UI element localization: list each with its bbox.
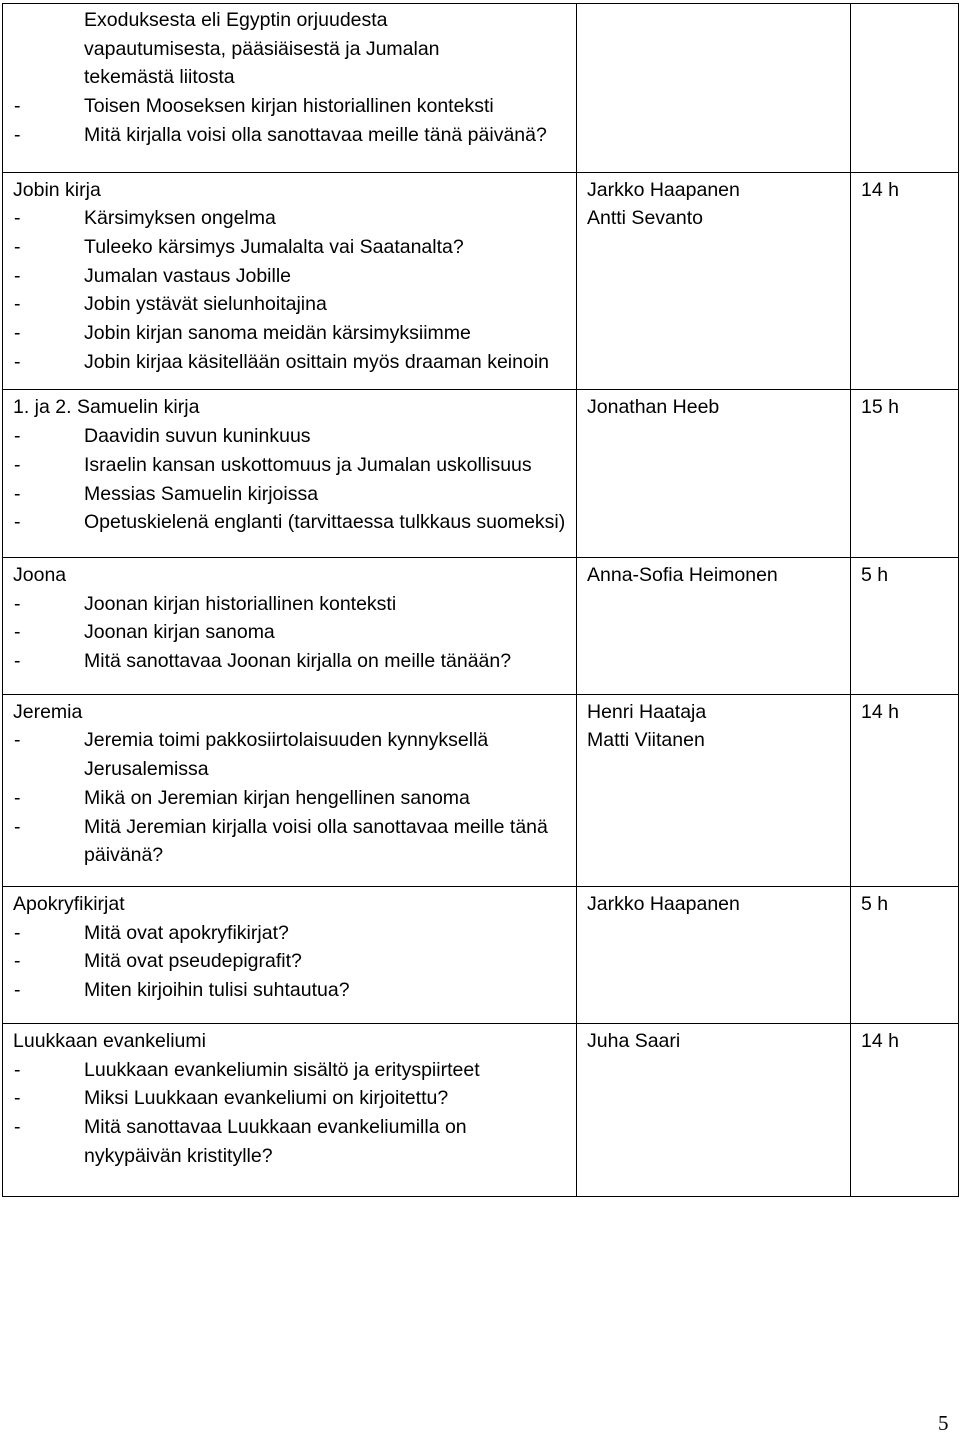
list-item: - Miten kirjoihin tulisi suhtautua? [13, 976, 568, 1005]
course-teachers [577, 390, 851, 558]
course-title: Jobin kirja [13, 178, 101, 201]
course-row-luke [3, 1023, 959, 1197]
course-topic [3, 886, 577, 1023]
course-topic [3, 1023, 577, 1197]
course-title-line: Exoduksesta eli Egyptin orjuudesta [84, 9, 388, 31]
course-hours: 14 h [851, 172, 959, 390]
list-item: - Kärsimyksen ongelma [13, 204, 568, 233]
course-title: Apokryfikirjat [13, 892, 125, 915]
teacher-name: Jarkko Haapanen [587, 892, 740, 915]
list-item: - Mitä kirjalla voisi olla sanottavaa meille tänä päivänä? [13, 121, 568, 150]
list-item: - Opetuskielenä englanti (tarvittaessa tulkkaus suomeksi) [13, 508, 568, 537]
teacher-name: Anna-Sofia Heimonen [587, 563, 778, 586]
topic-list [13, 204, 568, 376]
list-item: - Mitä Jeremian kirjalla voisi olla sanottavaa meille tänä päivänä? [13, 813, 568, 870]
course-row-jonah [3, 557, 959, 694]
course-title: Joona [13, 563, 67, 586]
topic-list [13, 726, 568, 870]
course-topic [3, 4, 577, 173]
course-hours: 14 h [851, 694, 959, 886]
course-title: Jeremia [13, 700, 83, 723]
teacher-name: Henri Haataja [587, 700, 707, 723]
course-teachers [577, 557, 851, 694]
course-hours: 15 h [851, 390, 959, 558]
list-item: - Jobin kirjaa käsitellään osittain myös draaman keinoin [13, 348, 568, 377]
list-item: - Jobin ystävät sielunhoitajina [13, 290, 568, 319]
topic-list [13, 1056, 568, 1171]
course-row-exodus [3, 4, 959, 173]
course-teachers [577, 172, 851, 390]
course-row-samuel [3, 390, 959, 558]
course-title: Luukkaan evankeliumi [13, 1029, 206, 1052]
course-table [2, 3, 959, 1197]
course-hours: 5 h [851, 557, 959, 694]
list-item: - Mitä sanottavaa Luukkaan evankeliumilla on nykypäivän kristitylle? [13, 1113, 568, 1170]
list-item: - Joonan kirjan historiallinen konteksti [13, 590, 568, 619]
teacher-name: Jarkko Haapanen [587, 178, 740, 201]
topic-list [13, 92, 568, 149]
course-row-job [3, 172, 959, 390]
course-title-line: vapautumisesta, pääsiäisestä ja Jumalan [84, 37, 440, 60]
course-topic [3, 172, 577, 390]
course-title: 1. ja 2. Samuelin kirja [13, 396, 200, 419]
list-item: - Miksi Luukkaan evankeliumi on kirjoitettu? [13, 1084, 568, 1113]
course-topic [3, 694, 577, 886]
list-item: - Luukkaan evankeliumin sisältö ja erityspiirteet [13, 1056, 568, 1085]
teacher-name: Juha Saari [587, 1029, 681, 1052]
topic-list [13, 590, 568, 676]
list-item: - Jobin kirjan sanoma meidän kärsimyksiimme [13, 319, 568, 348]
list-item: - Mitä sanottavaa Joonan kirjalla on meille tänään? [13, 647, 568, 676]
list-item: - Daavidin suvun kuninkuus [13, 422, 568, 451]
teacher-name: Antti Sevanto [587, 207, 703, 230]
topic-list [13, 422, 568, 537]
list-item: - Mitä ovat apokryfikirjat? [13, 919, 568, 948]
list-item: - Messias Samuelin kirjoissa [13, 480, 568, 509]
list-item: - Mitä ovat pseudepigrafit? [13, 947, 568, 976]
course-row-apocrypha [3, 886, 959, 1023]
course-topic [3, 390, 577, 558]
list-item: - Jeremia toimi pakkosiirtolaisuuden kynnyksellä Jerusalemissa [13, 726, 568, 783]
course-teachers [577, 1023, 851, 1197]
page-number: 5 [938, 1411, 949, 1435]
topic-list [13, 919, 568, 1005]
course-topic [3, 557, 577, 694]
course-hours: 14 h [851, 1023, 959, 1197]
course-title-line: tekemästä liitosta [84, 66, 235, 89]
list-item: - Joonan kirjan sanoma [13, 618, 568, 647]
course-row-jeremiah [3, 694, 959, 886]
list-item: - Israelin kansan uskottomuus ja Jumalan uskollisuus [13, 451, 568, 480]
course-hours [851, 4, 959, 173]
list-item: - Jumalan vastaus Jobille [13, 262, 568, 291]
list-item: - Tuleeko kärsimys Jumalalta vai Saatanalta? [13, 233, 568, 262]
list-item: - Toisen Mooseksen kirjan historiallinen konteksti [13, 92, 568, 121]
course-hours: 5 h [851, 886, 959, 1023]
course-teachers [577, 886, 851, 1023]
course-teachers [577, 4, 851, 173]
teacher-name: Matti Viitanen [587, 729, 705, 752]
list-item: - Mikä on Jeremian kirjan hengellinen sanoma [13, 784, 568, 813]
teacher-name: Jonathan Heeb [587, 396, 720, 419]
course-teachers [577, 694, 851, 886]
